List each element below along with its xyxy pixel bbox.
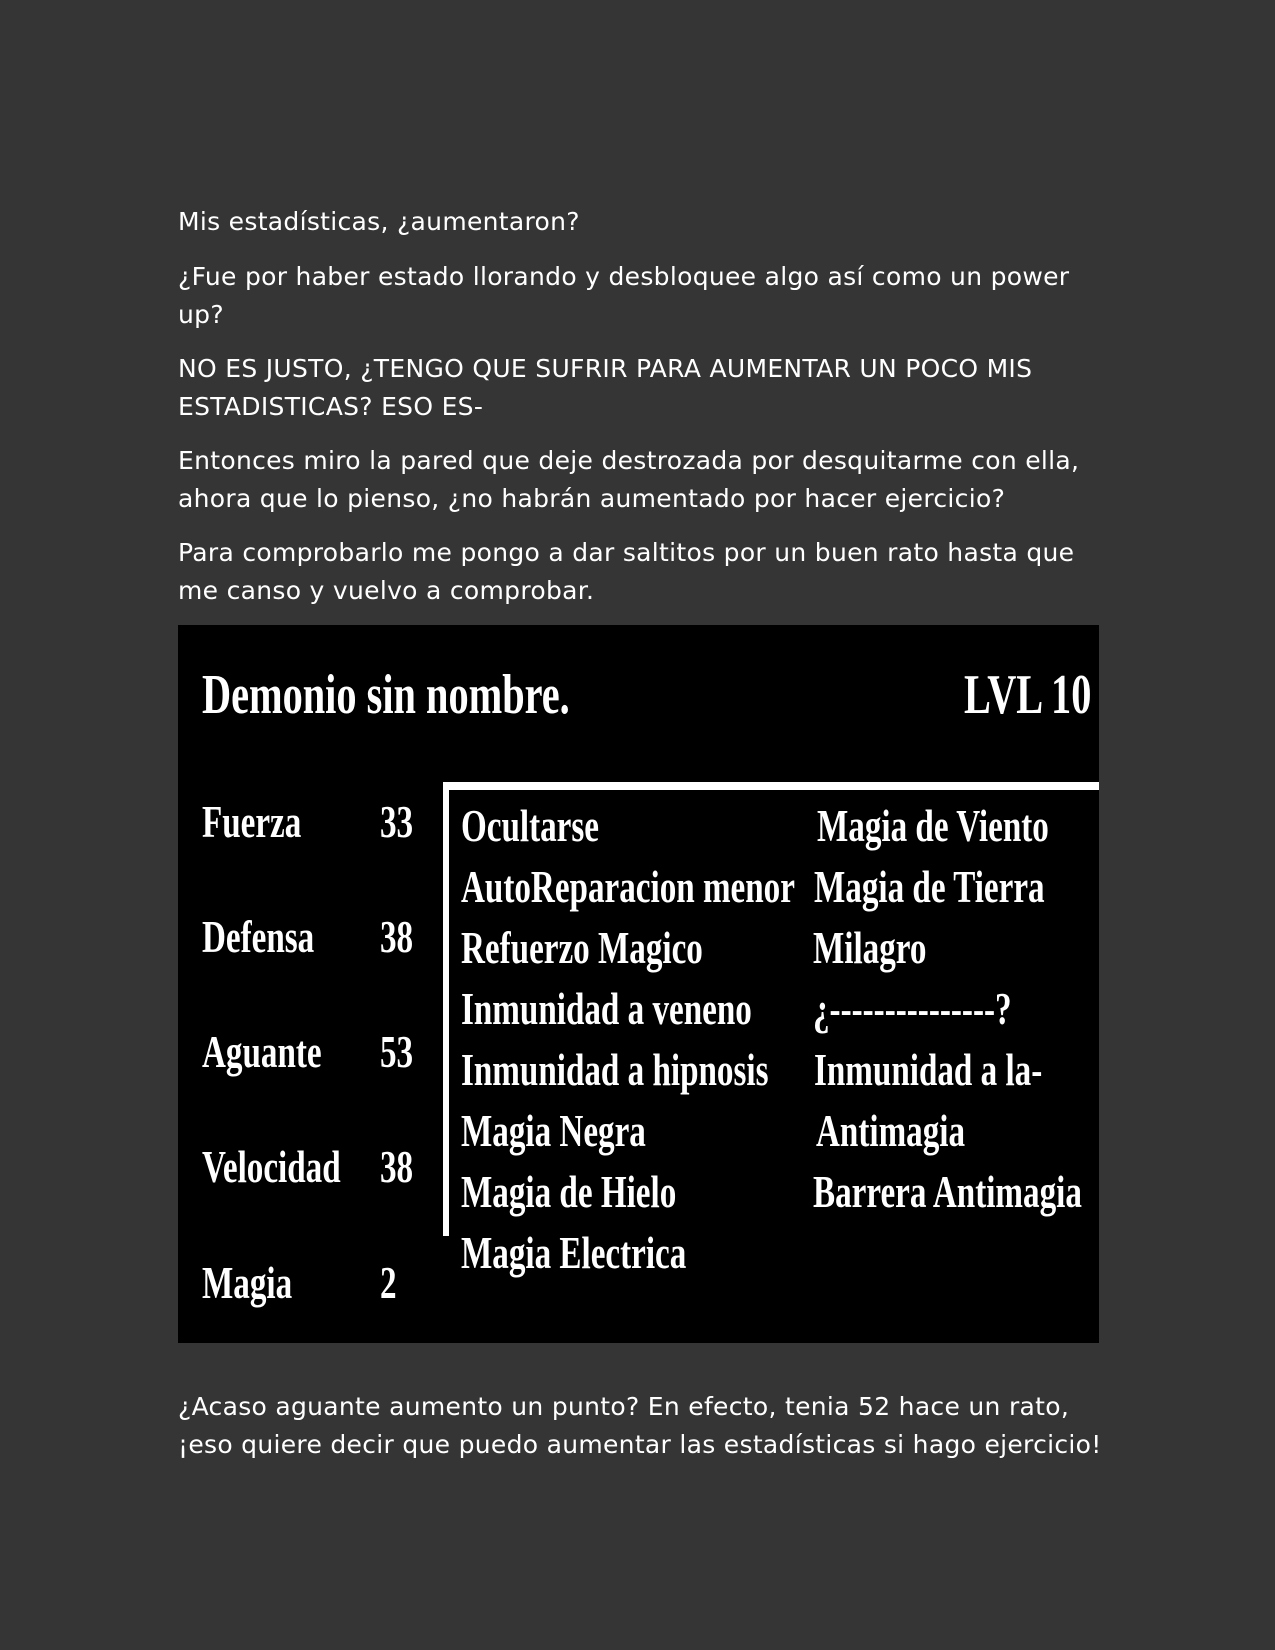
character-name: Demonio sin nombre. (202, 664, 570, 726)
skill: Magia Negra (461, 1105, 646, 1156)
paragraph: Entonces miro la pared que deje destrozada por desquitarme con ella, ahora que lo pienso, ¿no habrán aumentado por hacer ejercicio? (178, 446, 1080, 513)
skill: Refuerzo Magico (461, 922, 703, 973)
stat-label: Fuerza (202, 796, 302, 847)
paragraph: NO ES JUSTO, ¿TENGO QUE SUFRIR PARA AUMENTAR UN POCO MIS ESTADISTICAS? ESO ES- (178, 354, 1033, 421)
skill: AutoReparacion menor (461, 861, 795, 912)
stat-value: 53 (380, 1026, 414, 1077)
stat-label: Velocidad (202, 1141, 341, 1192)
paragraph: ¿Fue por haber estado llorando y desbloquee algo así como un power up? (178, 262, 1070, 329)
paragraph: Para comprobarlo me pongo a dar saltitos por un buen rato hasta que me canso y vuelvo a comprobar. (178, 538, 1075, 605)
skill: Inmunidad a la- (814, 1044, 1043, 1095)
paragraph: Mis estadísticas, ¿aumentaron? (178, 207, 580, 236)
paragraph: ¿Acaso aguante aumento un punto? En efecto, tenia 52 hace un rato, ¡eso quiere decir que puedo aumentar las estadísticas si hago ejercicio! (178, 1392, 1102, 1459)
skill: Magia de Viento (817, 800, 1049, 851)
stat-label: Defensa (202, 911, 315, 962)
skill: Antimagia (816, 1105, 966, 1156)
skills-bracket-top (443, 782, 1099, 790)
stat-value: 38 (380, 1141, 414, 1192)
skill: Milagro (813, 922, 927, 973)
status-window (178, 625, 1099, 1343)
skill: Inmunidad a hipnosis (461, 1044, 769, 1095)
skill: Magia de Tierra (814, 861, 1045, 912)
stat-value: 38 (380, 911, 414, 962)
skill: Inmunidad a veneno (461, 983, 752, 1034)
stat-label: Magia (202, 1257, 293, 1308)
skill: Ocultarse (461, 800, 599, 851)
skill: Magia de Hielo (461, 1166, 677, 1217)
skill: Barrera Antimagia (813, 1166, 1082, 1217)
character-level: LVL 10 (964, 664, 1092, 726)
skills-bracket-side (443, 782, 449, 1236)
skill: ¿---------------? (813, 983, 1012, 1034)
stat-value: 2 (380, 1257, 397, 1308)
skill: Magia Electrica (461, 1227, 687, 1278)
stat-value: 33 (380, 796, 414, 847)
stat-label: Aguante (202, 1026, 322, 1077)
